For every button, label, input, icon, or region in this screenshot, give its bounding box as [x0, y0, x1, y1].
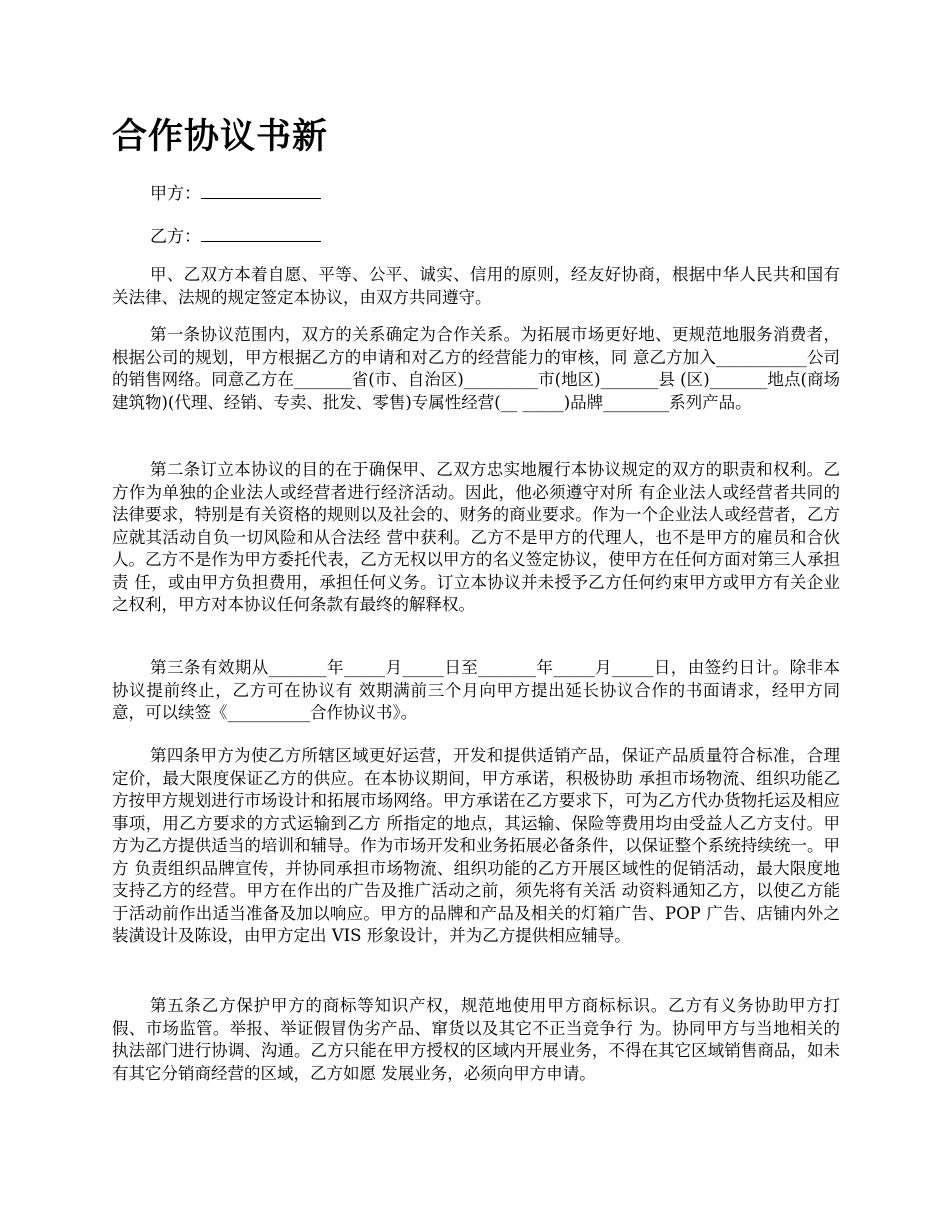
- party-a-label: 甲方：: [150, 184, 201, 204]
- party-b-blank: [201, 225, 321, 242]
- document-title: 合作协议书新: [112, 117, 329, 157]
- party-a-line: [150, 182, 321, 205]
- paragraph-article-4: 第四条甲方为使乙方所辖区域更好运营，开发和提供适销产品，保证产品质量符合标准，合理定价，最大限度保证乙方的供应。在本协议期间，甲方承诺，积极协助 承担市场物流、组织功能乙方按甲方规划进行市场设计和拓展市场网络。甲方承诺在乙方要求下，可为乙方代办货物托运及相应事项，用乙方要求的方式运输到乙方 所指定的地点，其运输、保险等费用均由受益人乙方支付。甲方为乙方提供适当的培训和辅导。作为市场开发和业务拓展必备条件，以保证整个系统持续统一。甲方 负责组织品牌宣传，并协同承担市场物流、组织功能的乙方开展区域性的促销活动，最大限度地支持乙方的经营。甲方在作出的广告及推广活动之前，须先将有关活 动资料通知乙方，以使乙方能于活动前作出适当准备及加以响应。甲方的品牌和产品及相关的灯箱广告、POP 广告、店铺内外之装潢设计及陈设，由甲方定出 VIS 形象设计，并为乙方提供相应辅导。: [112, 746, 840, 945]
- paragraph-article-5: 第五条乙方保护甲方的商标等知识产权，规范地使用甲方商标标识。乙方有义务协助甲方打假、市场监管。举报、举证假冒伪劣产品、窜货以及其它不正当竞争行 为。协同甲方与当地相关的执法部门进行协调、沟通。乙方只能在甲方授权的区域内开展业务，不得在其它区域销售商品，如未有其它分销商经营的区域，乙方如愿 发展业务，必须向甲方申请。: [112, 996, 840, 1083]
- paragraph-article-2: 第二条订立本协议的目的在于确保甲、乙双方忠实地履行本协议规定的双方的职责和权利。乙方作为单独的企业法人或经营者进行经济活动。因此，他必须遵守对所 有企业法人或经营者共同的法律要求，特别是有关资格的规则以及社会的、财务的商业要求。作为一个企业法人或经营者，乙方应就其活动自负一切风险和从合法经 营中获利。乙方不是甲方的代理人，也不是甲方的雇员和合伙人。乙方不是作为甲方委托代表，乙方无权以甲方的名义签定协议，使甲方在任何方面对第三人承担责 任，或由甲方负担费用，承担任何义务。订立本协议并未授予乙方任何约束甲方或甲方有关企业之权利，甲方对本协议任何条款有最终的解释权。: [112, 460, 840, 614]
- party-b-line: [150, 225, 321, 248]
- paragraph-article-3: 第三条有效期从_______年_____月_____日至_______年_____月_____日，由签约日计。除非本协议提前终止，乙方可在协议有 效期满前三个月向甲方提出延长协议合作的书面请求，经甲方同意，可以续签《__________合作协议书》。: [112, 658, 840, 722]
- party-a-blank: [201, 182, 321, 199]
- party-b-label: 乙方：: [150, 227, 201, 247]
- paragraph-article-1: 第一条协议范围内，双方的关系确定为合作关系。为拓展市场更好地、更规范地服务消费者，根据公司的规划，甲方根据乙方的申请和对乙方的经营能力的审核，同 意乙方加入___________公司的销售网络。同意乙方在_______省(市、自治区)_________市(地区)_______县 (区)_______地点(商场建筑物)(代理、经销、专卖、批发、零售)专属性经营(__ _____)品牌________系列产品。: [112, 325, 840, 412]
- paragraph-preamble: 甲、乙双方本着自愿、平等、公平、诚实、信用的原则，经友好协商，根据中华人民共和国有关法律、法规的规定签定本协议，由双方共同遵守。: [112, 265, 840, 307]
